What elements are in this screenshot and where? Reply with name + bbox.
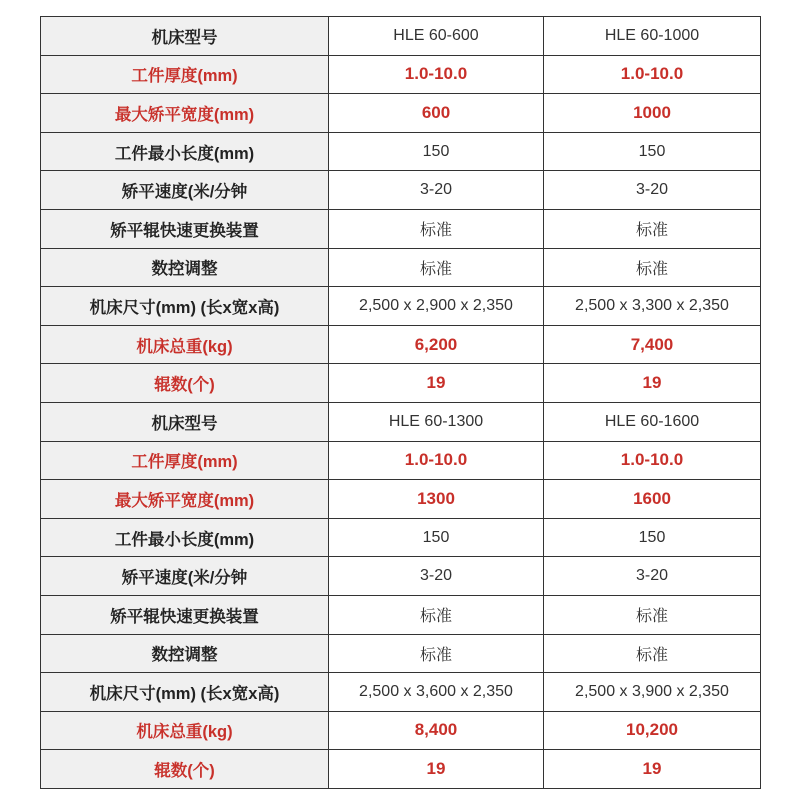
spec-value: 3-20 [329,557,544,596]
spec-value: HLE 60-1000 [544,17,761,56]
spec-label: 工件厚度(mm) [41,441,329,480]
spec-label: 矫平辊快速更换装置 [41,209,329,248]
spec-label: 机床尺寸(mm) (长x宽x高) [41,673,329,712]
spec-value: 标准 [329,595,544,634]
spec-value: 1.0-10.0 [544,441,761,480]
spec-row-roller-change [41,209,761,248]
spec-label: 机床尺寸(mm) (长x宽x高) [41,287,329,326]
spec-label: 数控调整 [41,248,329,287]
spec-row-speed [41,557,761,596]
spec-row-weight [41,711,761,750]
spec-value: HLE 60-1600 [544,402,761,441]
spec-row-model [41,17,761,56]
spec-label: 机床总重(kg) [41,325,329,364]
spec-row-cnc [41,634,761,673]
spec-value: 7,400 [544,325,761,364]
spec-value: 6,200 [329,325,544,364]
spec-label: 辊数(个) [41,364,329,403]
spec-row-speed [41,171,761,210]
spec-value: 1000 [544,94,761,133]
spec-value: 10,200 [544,711,761,750]
spec-value: 150 [329,132,544,171]
spec-value: 标准 [544,248,761,287]
spec-value: 19 [544,364,761,403]
spec-value: 8,400 [329,711,544,750]
spec-value: HLE 60-600 [329,17,544,56]
spec-value: 标准 [329,634,544,673]
spec-value: 19 [544,750,761,789]
spec-value: 2,500 x 3,300 x 2,350 [544,287,761,326]
spec-label: 矫平速度(米/分钟 [41,171,329,210]
spec-label: 机床总重(kg) [41,711,329,750]
spec-row-dimensions [41,287,761,326]
spec-label: 最大矫平宽度(mm) [41,480,329,519]
spec-value: 1.0-10.0 [329,441,544,480]
spec-value: 标准 [544,209,761,248]
spec-row-min-length [41,518,761,557]
spec-value: 19 [329,364,544,403]
spec-row-cnc [41,248,761,287]
spec-table [40,16,761,789]
spec-label: 数控调整 [41,634,329,673]
spec-value: 1.0-10.0 [329,55,544,94]
spec-label: 矫平速度(米/分钟 [41,557,329,596]
spec-value: 1600 [544,480,761,519]
spec-label: 工件厚度(mm) [41,55,329,94]
spec-row-roller-change [41,595,761,634]
spec-value: HLE 60-1300 [329,402,544,441]
spec-label: 机床型号 [41,402,329,441]
spec-row-dimensions [41,673,761,712]
spec-value: 标准 [329,209,544,248]
spec-row-thickness [41,441,761,480]
spec-label: 工件最小长度(mm) [41,132,329,171]
spec-row-max-width [41,94,761,133]
spec-value: 标准 [329,248,544,287]
spec-value: 150 [329,518,544,557]
spec-value: 19 [329,750,544,789]
spec-row-min-length [41,132,761,171]
spec-value: 标准 [544,595,761,634]
spec-value: 3-20 [544,171,761,210]
spec-value: 150 [544,132,761,171]
spec-value: 2,500 x 2,900 x 2,350 [329,287,544,326]
spec-value: 1.0-10.0 [544,55,761,94]
spec-label: 辊数(个) [41,750,329,789]
spec-row-weight [41,325,761,364]
spec-value: 2,500 x 3,900 x 2,350 [544,673,761,712]
spec-label: 机床型号 [41,17,329,56]
spec-value: 标准 [544,634,761,673]
spec-label: 矫平辊快速更换装置 [41,595,329,634]
spec-row-model [41,402,761,441]
spec-value: 2,500 x 3,600 x 2,350 [329,673,544,712]
spec-value: 150 [544,518,761,557]
spec-label: 工件最小长度(mm) [41,518,329,557]
spec-value: 1300 [329,480,544,519]
spec-value: 600 [329,94,544,133]
spec-value: 3-20 [329,171,544,210]
spec-row-roller-count [41,750,761,789]
spec-row-thickness [41,55,761,94]
spec-label: 最大矫平宽度(mm) [41,94,329,133]
spec-row-max-width [41,480,761,519]
spec-row-roller-count [41,364,761,403]
spec-value: 3-20 [544,557,761,596]
